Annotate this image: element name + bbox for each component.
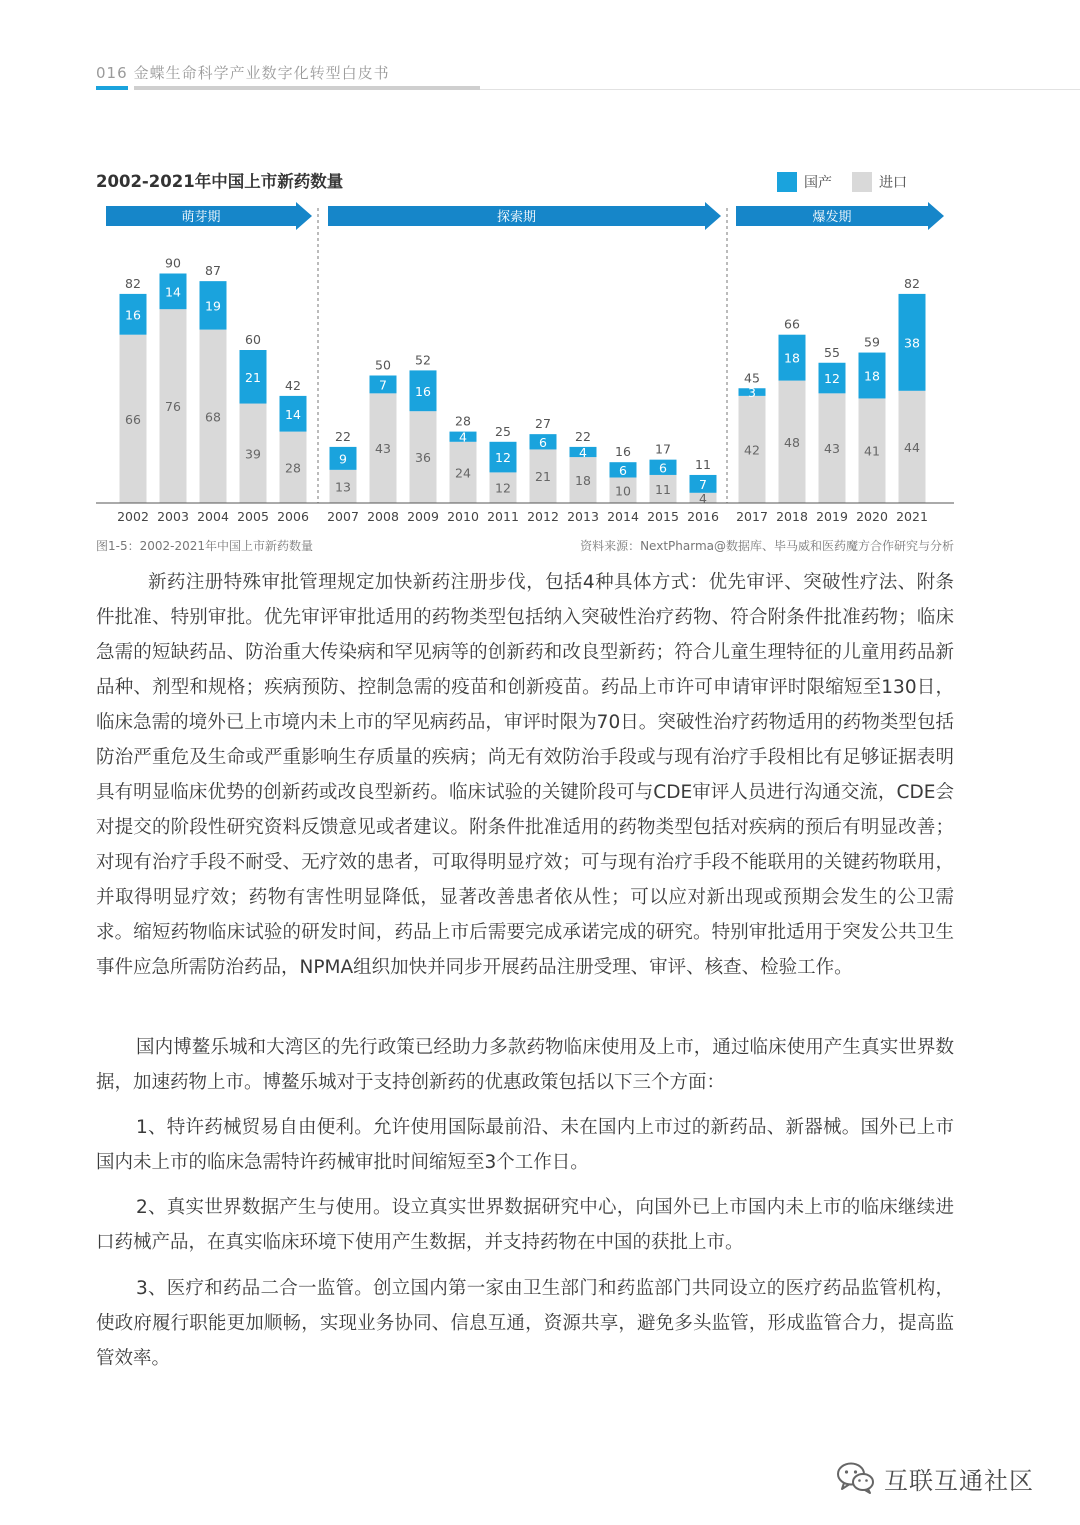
chart-container bbox=[90, 160, 970, 560]
header-accent-bar bbox=[96, 86, 128, 90]
bar-total-label: 90 bbox=[165, 255, 181, 271]
bar-total-label: 55 bbox=[824, 344, 840, 360]
bar-import-label: 28 bbox=[285, 460, 301, 476]
bar-import-label: 68 bbox=[205, 409, 221, 425]
bar-import-label: 43 bbox=[824, 441, 840, 457]
bar-domestic-label: 4 bbox=[459, 429, 467, 445]
x-tick-label: 2020 bbox=[856, 509, 888, 524]
x-tick-label: 2011 bbox=[487, 509, 519, 524]
bar-domestic-label: 12 bbox=[495, 450, 511, 466]
bar-total-label: 16 bbox=[615, 444, 631, 460]
wechat-icon bbox=[836, 1461, 876, 1495]
bar-total-label: 17 bbox=[655, 441, 671, 457]
bar-import-label: 43 bbox=[375, 441, 391, 457]
bar-import-label: 24 bbox=[455, 465, 471, 481]
paragraph-special-approval: 新药注册特殊审批管理规定加快新药注册步伐，包括4种具体方式：优先审评、突破性疗法、附条件批准、特别审批。优先审评审批适用的药物类型包括纳入突破性治疗药物、符合附条件批准药物；临床急需的短缺药品、防治重大传染病和罕见病等的创新药和改良型新药；符合儿童生理特征的儿童用药品新品种、剂型和规格；疾病预防、控制急需的疫苗和创新疫苗。药品上市许可申请审评时限缩短至130日，临床急需的境外已上市境内未上市的罕见病药品，审评时限为70日。突破性治疗药物适用的药物类型包括防治严重危及生命或严重影响生存质量的疾病；尚无有效防治手段或与现有治疗手段相比有足够证据表明具有明显临床优势的创新药或改良型新药。临床试验的关键阶段可与CDE审评人员进行沟通交流，CDE会对提交的阶段性研究资料反馈意见或者建议。附条件批准适用的药物类型包括对疾病的预后有明显改善；对现有治疗手段不耐受、无疗效的患者，可取得明显疗效；可与现有治疗手段不能联用的关键药物联用，并取得明显疗效；药物有害性明显降低，显著改善患者依从性；可以应对新出现或预期会发生的公卫需求。缩短药物临床试验的研发时间，药品上市后需要完成承诺完成的研究。特别审批适用于突发公共卫生事件应急所需防治药品，NPMA组织加快并同步开展药品注册受理、审评、核查、检验工作。 bbox=[96, 572, 954, 978]
x-tick-label: 2019 bbox=[816, 509, 848, 524]
bar-domestic-label: 6 bbox=[659, 460, 667, 476]
bar-total-label: 28 bbox=[455, 413, 471, 429]
watermark-text: 互联互通社区 bbox=[884, 1466, 1034, 1495]
bar-import-label: 21 bbox=[535, 469, 551, 485]
x-tick-label: 2009 bbox=[407, 509, 439, 524]
bar-import-label: 42 bbox=[744, 442, 760, 458]
bar-total-label: 82 bbox=[125, 275, 141, 291]
x-tick-label: 2005 bbox=[237, 509, 269, 524]
bar-domestic-label: 38 bbox=[904, 335, 920, 351]
bar-domestic-label: 16 bbox=[125, 307, 141, 323]
bar-total-label: 50 bbox=[375, 357, 391, 373]
page-header bbox=[96, 58, 1080, 90]
bar-domestic-label: 18 bbox=[784, 350, 800, 366]
bar-total-label: 22 bbox=[335, 428, 351, 444]
paragraph-item-1: 1、特许药械贸易自由便利。允许使用国际最前沿、未在国内上市过的新药品、新器械。国外已上市国内未上市的临床急需特许药械审批时间缩短至3个工作日。 bbox=[96, 1117, 954, 1173]
bar-domestic-label: 21 bbox=[245, 369, 261, 385]
paragraph-item-3: 3、医疗和药品二合一监管。创立国内第一家由卫生部门和药监部门共同设立的医疗药品监管机构，使政府履行职能更加顺畅，实现业务协同、信息互通，资源共享，避免多头监管，形成监管合力，提高监管效率。 bbox=[96, 1278, 954, 1369]
bar-domestic-label: 9 bbox=[339, 451, 347, 467]
bar-import-label: 66 bbox=[125, 411, 141, 427]
phase-label: 爆发期 bbox=[812, 210, 852, 225]
bar-total-label: 52 bbox=[415, 352, 431, 368]
bar-import-label: 18 bbox=[575, 473, 591, 489]
bar-domestic-label: 14 bbox=[165, 284, 181, 300]
paragraph-item-2: 2、真实世界数据产生与使用。设立真实世界数据研究中心，向国外已上市国内未上市的临床继续进口药械产品，在真实临床环境下使用产生数据，并支持药物在中国的获批上市。 bbox=[96, 1197, 954, 1253]
bar-domestic-label: 16 bbox=[415, 383, 431, 399]
bar-total-label: 22 bbox=[575, 428, 591, 444]
phase-label: 萌芽期 bbox=[181, 210, 221, 225]
x-tick-label: 2004 bbox=[197, 509, 229, 524]
bar-import-label: 41 bbox=[864, 443, 880, 459]
x-tick-label: 2006 bbox=[277, 509, 309, 524]
bar-total-label: 25 bbox=[495, 423, 511, 439]
bar-domestic-label: 18 bbox=[864, 368, 880, 384]
document-title: 金蝶生命科学产业数字化转型白皮书 bbox=[133, 64, 390, 82]
x-tick-label: 2012 bbox=[527, 509, 559, 524]
bar-total-label: 42 bbox=[285, 377, 301, 393]
bar-import-label: 11 bbox=[655, 481, 671, 497]
x-tick-label: 2007 bbox=[327, 509, 359, 524]
x-tick-label: 2021 bbox=[896, 509, 928, 524]
bar-import-label: 36 bbox=[415, 450, 431, 466]
header-text bbox=[96, 62, 390, 83]
bar-total-label: 66 bbox=[784, 316, 800, 332]
chart-title: 2002-2021年中国上市新药数量 bbox=[96, 172, 344, 191]
bar-import-label: 44 bbox=[904, 439, 920, 455]
watermark bbox=[836, 1458, 1034, 1498]
bar-import-label: 48 bbox=[784, 434, 800, 450]
bar-domestic-label: 14 bbox=[285, 406, 301, 422]
bar-import-label: 39 bbox=[245, 446, 261, 462]
x-tick-label: 2008 bbox=[367, 509, 399, 524]
bar-domestic-label: 3 bbox=[748, 385, 756, 401]
bar-domestic-label: 7 bbox=[699, 476, 707, 492]
bar-total-label: 60 bbox=[245, 332, 261, 347]
new-drug-chart bbox=[90, 160, 970, 560]
bar-total-label: 27 bbox=[535, 416, 551, 432]
bar-domestic-label: 6 bbox=[619, 462, 627, 478]
x-tick-label: 2010 bbox=[447, 509, 479, 524]
bar-domestic-label: 12 bbox=[824, 371, 840, 387]
x-tick-label: 2017 bbox=[736, 509, 768, 524]
figure-caption: 图1-5：2002-2021年中国上市新药数量 bbox=[96, 539, 314, 553]
x-tick-label: 2002 bbox=[117, 509, 149, 524]
figure-source: 资料来源：NextPharma@数据库、毕马威和医药魔方合作研究与分析 bbox=[580, 539, 954, 553]
bar-import-label: 13 bbox=[335, 479, 351, 495]
phase-label: 探索期 bbox=[496, 210, 537, 225]
x-tick-label: 2014 bbox=[607, 509, 639, 524]
bar-total-label: 45 bbox=[744, 370, 760, 386]
bar-total-label: 87 bbox=[205, 263, 221, 279]
x-tick-label: 2013 bbox=[567, 509, 599, 524]
header-gray-bar bbox=[134, 86, 480, 90]
bar-import-label: 4 bbox=[699, 490, 707, 506]
x-tick-label: 2018 bbox=[776, 509, 808, 524]
bar-domestic-label: 6 bbox=[539, 434, 547, 450]
bar-import-label: 76 bbox=[165, 399, 181, 415]
bar-total-label: 82 bbox=[904, 275, 920, 291]
legend-swatch-import bbox=[852, 172, 872, 192]
x-tick-label: 2015 bbox=[647, 509, 679, 524]
page-number: 016 bbox=[96, 64, 128, 82]
x-tick-label: 2003 bbox=[157, 509, 189, 524]
paragraph-boao-intro: 国内博鳌乐城和大湾区的先行政策已经助力多款药物临床使用及上市，通过临床使用产生真实世界数据，加速药物上市。博鳌乐城对于支持创新药的优惠政策包括以下三个方面： bbox=[96, 1037, 954, 1093]
bar-total-label: 59 bbox=[864, 334, 880, 350]
legend-label-import: 进口 bbox=[879, 175, 907, 191]
legend-label-domestic: 国产 bbox=[804, 175, 832, 191]
header-rule bbox=[480, 89, 1080, 90]
legend-swatch-domestic bbox=[777, 172, 797, 192]
bar-total-label: 11 bbox=[695, 456, 711, 472]
bar-domestic-label: 19 bbox=[205, 298, 221, 314]
bar-domestic-label: 7 bbox=[379, 377, 387, 393]
bar-import-label: 10 bbox=[615, 483, 631, 499]
x-tick-label: 2016 bbox=[687, 509, 719, 524]
bar-import-label: 12 bbox=[495, 480, 511, 496]
bar-domestic-label: 4 bbox=[579, 445, 587, 460]
